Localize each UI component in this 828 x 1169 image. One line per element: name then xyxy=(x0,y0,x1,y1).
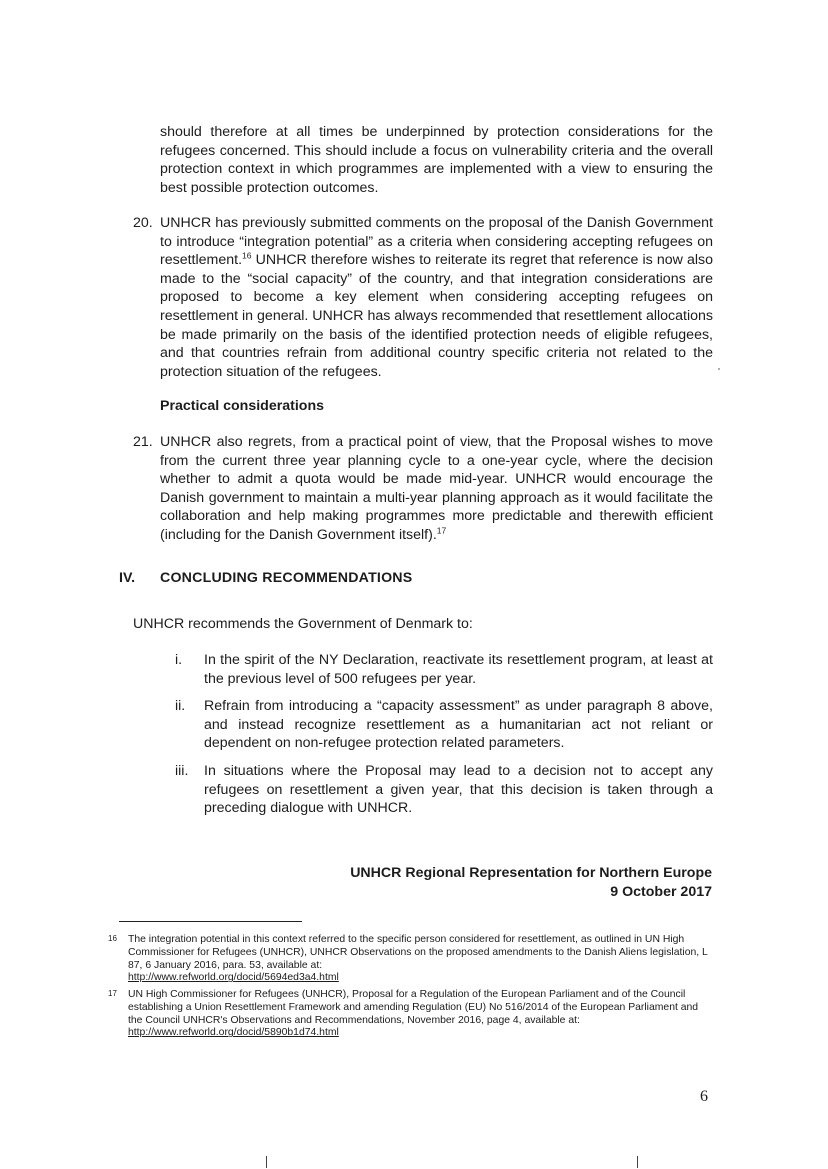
signature-date: 9 October 2017 xyxy=(610,883,712,900)
paragraph-number-20: 20. xyxy=(133,215,153,231)
page-number: 6 xyxy=(700,1088,708,1105)
footnote-number-16: 16 xyxy=(108,934,117,943)
scan-mark-right xyxy=(637,1156,638,1168)
footnote-17-text: UN High Commissioner for Refugees (UNHCR), Proposal for a Regulation of the European Parliament and of the Council establishing a Union Resettlement Framework and amending Regulation (EU) No 516/2014 of the European Parliament and the Council UNHCR's Observations and Recommendations, November 2016, page 4, available at: xyxy=(128,989,699,1026)
paragraph-number-21: 21. xyxy=(133,434,153,450)
recommendations-intro: UNHCR recommends the Government of Denmark to: xyxy=(133,616,473,632)
recommendation-number: i. xyxy=(175,652,183,668)
paragraph-21 xyxy=(160,433,713,545)
footnote-16-text: The integration potential in this context referred to the specific person considered for resettlement, as outlined in UN High Commissioner for Refugees (UNHCR), UNHCR Observations on the proposed amendments to the Danish Aliens legislation, L 87, 6 January 2016, para. 53, available at: xyxy=(128,934,708,971)
recommendation-item: Refrain from introducing a “capacity assessment” as under paragraph 8 above, and instead recognize resettlement as a humanitarian act not reliant or dependent on non-refugee protection related parameters. xyxy=(204,698,713,752)
footnote-16-link[interactable]: http://www.refworld.org/docid/5694ed3a4.html xyxy=(128,972,339,984)
section-number: IV. xyxy=(119,570,136,586)
paragraph-20 xyxy=(160,214,713,381)
signature-block xyxy=(350,864,712,901)
subheading-practical-considerations: Practical considerations xyxy=(160,398,325,414)
footnote-ref-16[interactable]: 16 xyxy=(242,250,252,261)
paragraph-continued: should therefore at all times be underpinned by protection considerations for the refugees concerned. This should include a focus on vulnerability criteria and the overall protection context in which programmes are implemented with a view to ensuring the best possible protection outcomes. xyxy=(160,124,713,196)
recommendation-number: iii. xyxy=(175,763,189,779)
paragraph-20-text-a: UNHCR has previously submitted comments on the proposal of the Danish Government to introduce “integration potential” as a criteria when considering accepting refugees on resettlement. xyxy=(160,215,713,269)
paragraph-21-text: UNHCR also regrets, from a practical point of view, that the Proposal wishes to move from the current three year planning cycle to a one-year cycle, where the decision whether to admit a quota would be made mid-year. UNHCR would encourage the Danish government to maintain a multi-year planning approach as it would facilitate the collaboration and help making programmes more predictable and therewith efficient (including for the Danish Government itself). xyxy=(160,434,713,543)
recommendation-item: In the spirit of the NY Declaration, reactivate its resettlement program, at least at the previous level of 500 refugees per year. xyxy=(204,652,713,687)
paragraph-20-text-b: UNHCR therefore wishes to reiterate its regret that reference is now also made to the “social capacity” of the country, and that integration considerations are proposed to become a key element when considering accepting refugees on resettlement in general. UNHCR has always recommended that resettlement allocations be made primarily on the basis of the identified protection needs of eligible refugees, and that countries refrain from additional country specific criteria not related to the protection situation of the refugees. xyxy=(160,252,713,380)
footnote-17-link[interactable]: http://www.refworld.org/docid/5890b1d74.html xyxy=(128,1027,339,1039)
footnote-ref-17[interactable]: 17 xyxy=(436,525,447,536)
recommendation-number: ii. xyxy=(175,698,186,714)
footnote-separator xyxy=(119,921,302,922)
footnote-number-17: 17 xyxy=(108,989,117,998)
footnote-17 xyxy=(128,989,713,1040)
scan-mark-left xyxy=(266,1156,267,1168)
section-title: CONCLUDING RECOMMENDATIONS xyxy=(160,570,413,586)
signature-org: UNHCR Regional Representation for Northern Europe xyxy=(350,865,712,881)
recommendation-item: In situations where the Proposal may lead to a decision not to accept any refugees on resettlement a given year, that this decision is taken through a preceding dialogue with UNHCR. xyxy=(204,763,713,817)
scan-speck xyxy=(718,368,720,370)
footnote-16 xyxy=(128,934,713,985)
